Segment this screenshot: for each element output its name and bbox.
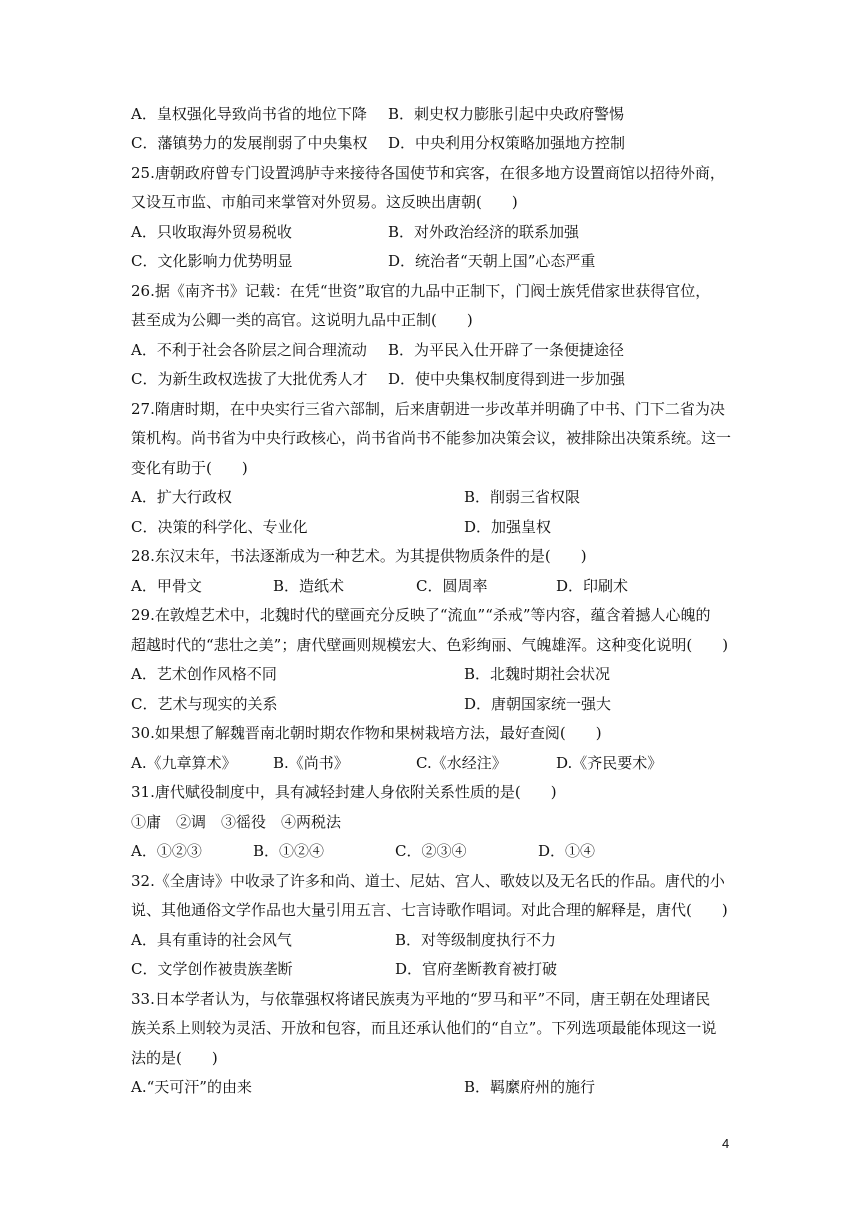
q32-stem-line: 32.《全唐诗》中收录了许多和尚、道士、尼姑、宫人、歌妓以及无名氏的作品。唐代的小 [131,872,725,890]
q29-option-c: C．艺术与现实的关系 [131,695,278,713]
q27-option-b: B．削弱三省权限 [464,488,581,506]
q27-stem-line: 27.隋唐时期，在中央实行三省六部制，后来唐朝进一步改革并明确了中书、门下二省为决 [131,400,725,418]
q33-option-a: A.“天可汗”的由来 [131,1078,252,1096]
q31-option-c: C．②③④ [395,842,467,860]
q30-option-c: C.《水经注》 [416,754,507,772]
q25-option-d: D．统治者“天朝上国”心态严重 [388,252,596,270]
q33-stem-line: 法的是( ) [131,1049,218,1067]
q28-option-a: A．甲骨文 [131,577,202,595]
q28-option-c: C．圆周率 [416,577,488,595]
q27-stem-line: 策机构。尚书省为中央行政核心，尚书省尚书不能参加决策会议，被排除出决策系统。这一 [131,429,732,447]
q27-option-a: A．扩大行政权 [131,488,232,506]
q25-option-b: B．对外政治经济的联系加强 [388,223,580,241]
q31-option-d: D．①④ [538,842,596,860]
q30-option-a: A.《九章算术》 [131,754,237,772]
q25-option-a: A．只收取海外贸易税收 [131,223,292,241]
q32-option-b: B．对等级制度执行不力 [395,931,557,949]
q29-stem-line: 29.在敦煌艺术中，北魏时代的壁画充分反映了“流血”“杀戒”等内容，蕴含着撼人心魄的 [131,606,711,624]
q27-option-c: C．决策的科学化、专业化 [131,518,308,536]
q29-option-d: D．唐朝国家统一强大 [464,695,612,713]
q25-stem-line: 又设互市监、市舶司来掌管对外贸易。这反映出唐朝( ) [131,193,518,211]
q31-option-b: B．①②④ [253,842,325,860]
q25-stem-line: 25.唐朝政府曾专门设置鸿胪寺来接待各国使节和宾客，在很多地方设置商馆以招待外商， [131,164,725,182]
q30-option-d: D.《齐民要术》 [556,754,663,772]
q33-option-b: B．羁縻府州的施行 [464,1078,596,1096]
q29-stem-line: 超越时代的“悲壮之美”；唐代壁画则规模宏大、色彩绚丽、气魄雄浑。这种变化说明( ) [131,636,729,654]
q30-option-b: B.《尚书》 [273,754,349,772]
page-number: 4 [722,1136,730,1151]
q33-stem-line: 33.日本学者认为，与依靠强权将诸民族夷为平地的“罗马和平”不同，唐王朝在处理诸民 [131,990,711,1008]
q25-option-c: C．文化影响力优势明显 [131,252,293,270]
q24-option-a: A．皇权强化导致尚书省的地位下降 [131,105,367,123]
q33-stem-line: 族关系上则较为灵活、开放和包容，而且还承认他们的“自立”。下列选项最能体现这一说 [131,1019,717,1037]
q26-option-d: D．使中央集权制度得到进一步加强 [388,370,626,388]
q24-option-d: D．中央利用分权策略加强地方控制 [388,134,626,152]
q32-stem-line: 说、其他通俗文学作品也大量引用五言、七言诗歌作唱词。对此合理的解释是，唐代( ) [131,901,728,919]
q29-option-a: A．艺术创作风格不同 [131,665,277,683]
q28-option-b: B．造纸术 [273,577,345,595]
q24-option-c: C．藩镇势力的发展削弱了中央集权 [131,134,368,152]
q28-stem-line: 28.东汉末年，书法逐渐成为一种艺术。为其提供物质条件的是( ) [131,547,587,565]
q26-option-a: A．不利于社会各阶层之间合理流动 [131,341,367,359]
q31-option-a: A．①②③ [131,842,202,860]
q31-stem-line: 31.唐代赋役制度中，具有减轻封建人身依附关系性质的是( ) [131,783,557,801]
q32-option-d: D．官府垄断教育被打破 [395,960,558,978]
q32-option-c: C．文学创作被贵族垄断 [131,960,293,978]
q30-stem-line: 30.如果想了解魏晋南北朝时期农作物和果树栽培方法，最好查阅( ) [131,724,602,742]
q26-stem-line: 26.据《南齐书》记载：在凭“世资”取官的九品中正制下，门阀士族凭借家世获得官位， [131,282,711,300]
q28-option-d: D．印刷术 [556,577,629,595]
q27-option-d: D．加强皇权 [464,518,552,536]
q26-stem-line: 甚至成为公卿一类的高官。这说明九品中正制( ) [131,311,473,329]
q26-option-c: C．为新生政权选拔了大批优秀人才 [131,370,368,388]
q32-option-a: A．具有重诗的社会风气 [131,931,292,949]
q31-stem-line: ①庸 ②调 ③徭役 ④两税法 [131,813,342,831]
q27-stem-line: 变化有助于( ) [131,459,248,477]
q24-option-b: B．刺史权力膨胀引起中央政府警惕 [388,105,625,123]
q26-option-b: B．为平民入仕开辟了一条便捷途径 [388,341,625,359]
q29-option-b: B．北魏时期社会状况 [464,665,611,683]
